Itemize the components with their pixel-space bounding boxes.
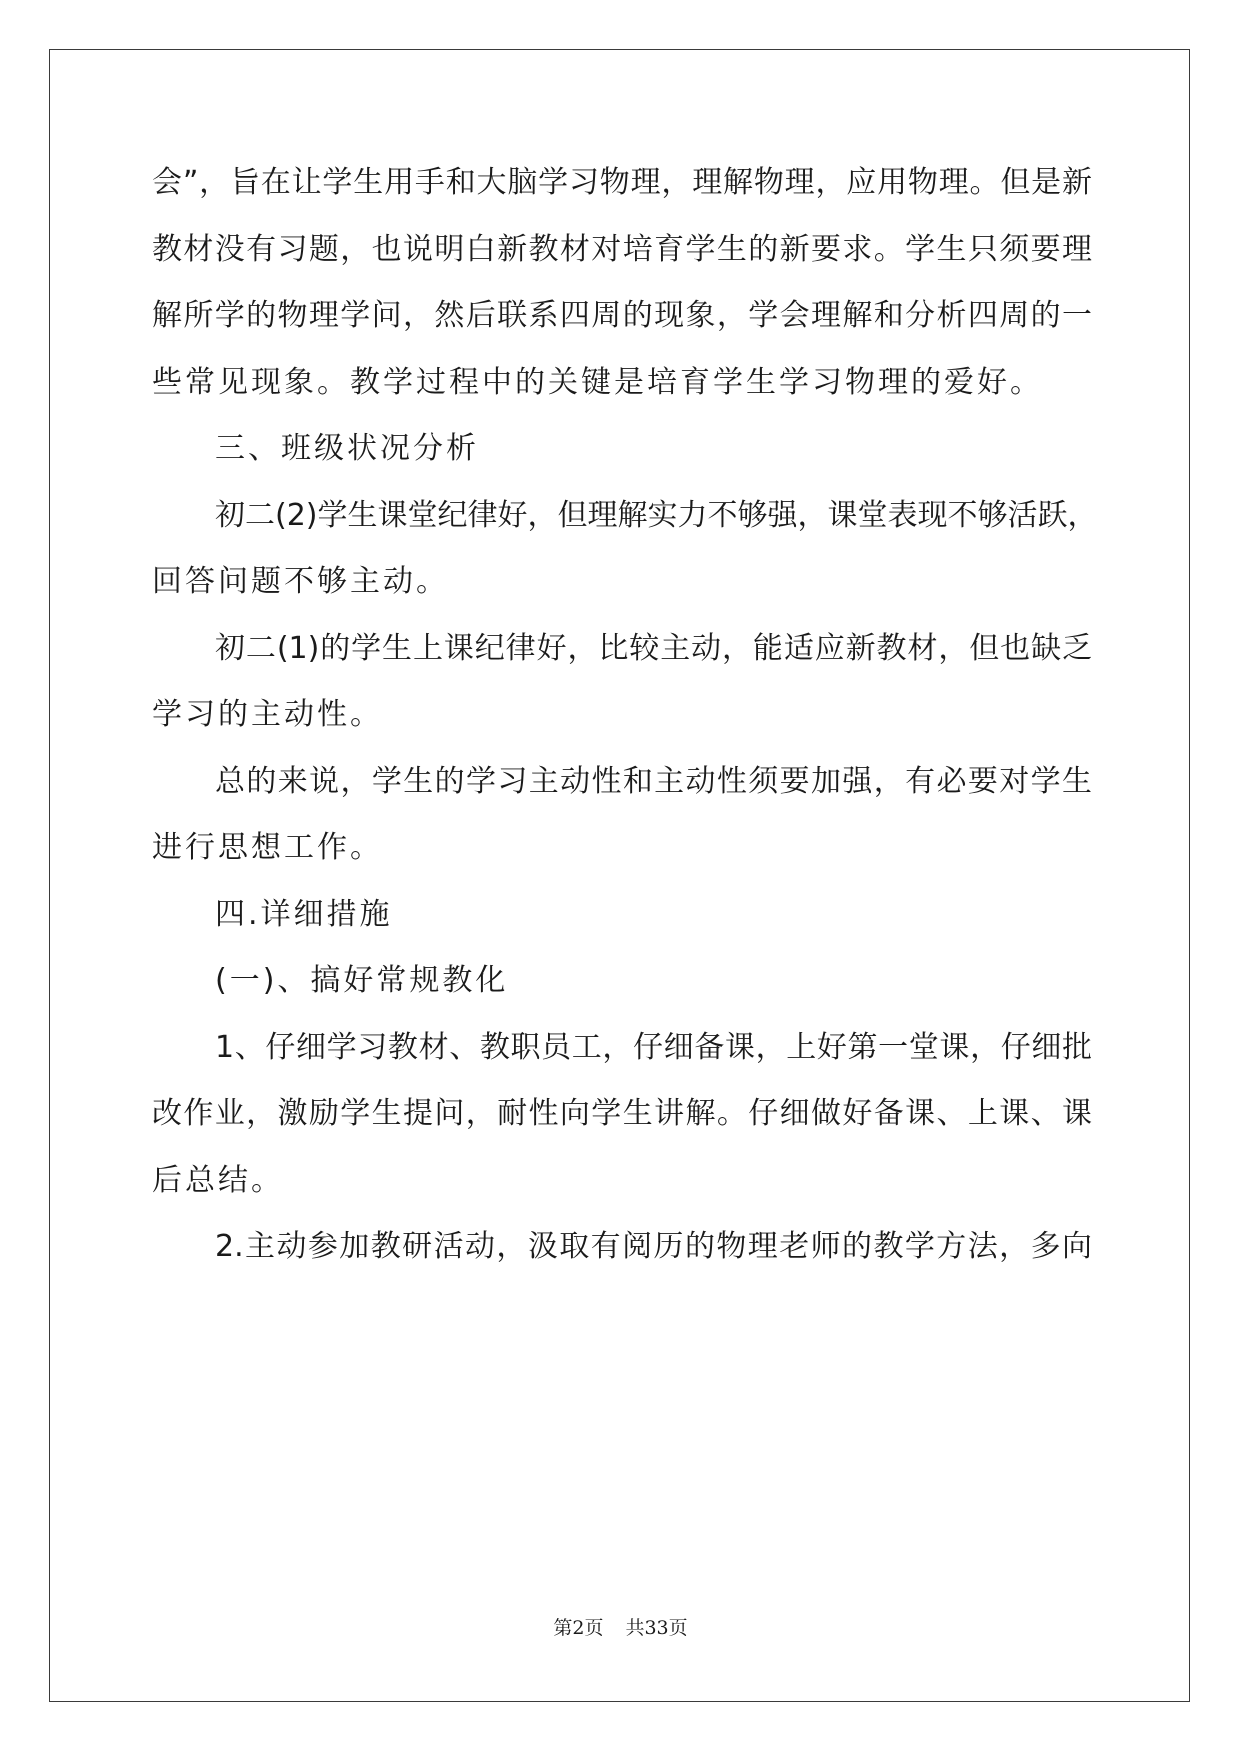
paragraph-line: 初二(2)学生课堂纪律好，但理解实力不够强，课堂表现不够活跃， [215,497,1098,533]
page-number: 第2页 [553,1617,604,1639]
paragraph-line: 进行思想工作。 [152,830,383,865]
page-footer [0,1613,1241,1640]
paragraph-line: 初二(1)的学生上课纪律好，比较主动，能适应新教材，但也缺乏 [215,630,1092,666]
subsection-heading: (一)、搞好常规教化 [215,963,509,998]
page-total: 共33页 [625,1617,688,1639]
paragraph-line: 总的来说，学生的学习主动性和主动性须要加强，有必要对学生 [215,763,1092,799]
section-heading: 四.详细措施 [215,896,393,932]
paragraph-line: 改作业，激励学生提问，耐性向学生讲解。仔细做好备课、上课、课 [152,1096,1092,1131]
paragraph-line: 学习的主动性。 [152,697,383,732]
document-body [152,150,1098,1281]
paragraph-line: 会”，旨在让学生用手和大脑学习物理，理解物理，应用物理。但是新 [152,165,1092,200]
paragraph-line: 1、仔细学习教材、教职员工，仔细备课，上好第一堂课，仔细批 [215,1029,1092,1065]
paragraph-line: 回答问题不够主动。 [152,564,449,599]
paragraph-line: 2.主动参加教研活动，汲取有阅历的物理老师的教学方法，多向 [215,1229,1092,1264]
section-heading: 三、班级状况分析 [215,431,479,466]
paragraph-line: 教材没有习题，也说明白新教材对培育学生的新要求。学生只须要理 [152,231,1092,267]
paragraph-line: 后总结。 [152,1162,284,1198]
paragraph-line: 解所学的物理学问，然后联系四周的现象，学会理解和分析四周的一 [152,298,1092,333]
paragraph-line: 些常见现象。教学过程中的关键是培育学生学习物理的爱好。 [152,364,1043,400]
